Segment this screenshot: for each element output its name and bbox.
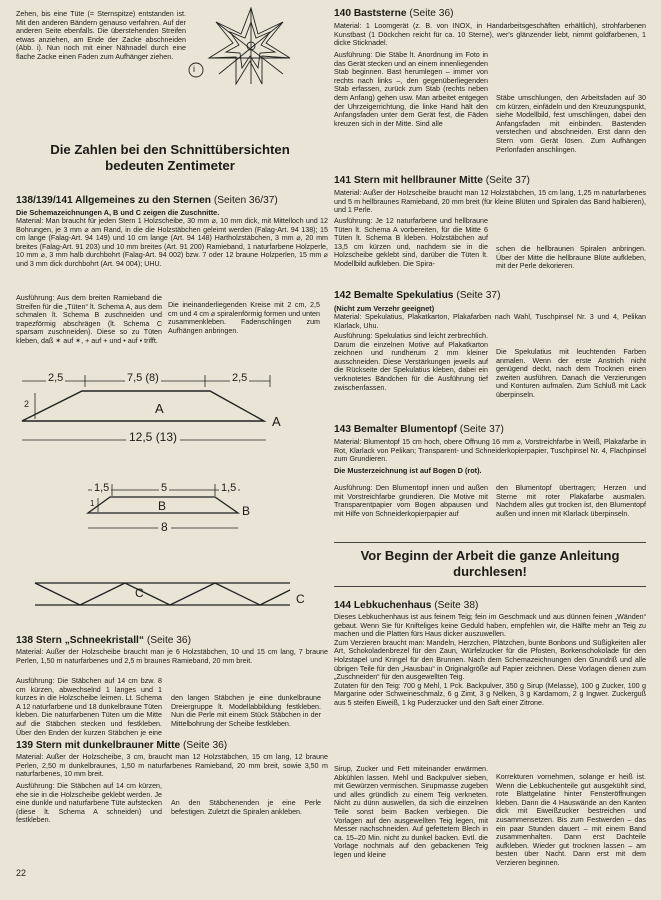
- schema-b-left-dim: 1,5: [94, 482, 110, 494]
- section-142-title: 142 Bemalte Spekulatius (Seite 37): [334, 290, 501, 301]
- section-140-title: 140 Baststerne (Seite 36): [334, 8, 454, 19]
- big-title: Die Zahlen bei den Schnittübersichten bedeuten Zentimeter: [50, 142, 290, 173]
- section-144-col1: Sirup, Zucker und Fett miteinander erwärmen. Abkühlen lassen. Mehl und Backpulver sieben, mit Gewürzen vermischen. Sirupmasse zugeben und alles gründlich zu einem Teig verkneten. Nicht zu dünn auswellen, da sich die einzelnen Teile sonst beim Backen verbiegen. Die Vorlagen auf den ausgewellten Teig legen, mit Messer nachschneiden. Auf gefettetem Blech in ca. 15–20 Min. nicht zu dunkel backen. Evtl. die Vorlage nochmals auf den gebackenen Teig legen und kleine: [334, 765, 488, 859]
- page-number: 22: [16, 868, 27, 878]
- star-figure-icon: [189, 8, 290, 84]
- schema-a-middle-dim: 7,5 (8): [127, 372, 159, 384]
- section-141-material: Material: Außer der Holzscheibe braucht man 12 Holzstäbchen, 15 cm lang, 1,25 m naturfarbenes und 5 m hellbraunes Ramieband, 20 mm breit (für kleine Blüten und Spiralen das Band halbieren), und 1 Perle.: [334, 189, 646, 215]
- section-138-col1: Ausführung: Die Stäbchen auf 14 cm bzw. 8 cm kürzen, abwechselnd 1 langes und 1 kurzes in die Holzscheibe leimen. Lt. Schema A 12 naturfarbene und 18 dunkelbraune Tüten kleben. Die naturfarbenen Tüten um die Mitte auf die Stäbchen stecken und festkleben. Über den Enden der kurzen Stäbchen je eine: [16, 677, 162, 737]
- section-138-col2: den langen Stäbchen je eine dunkelbraune Dreiergruppe lt. Modellabbildung festkleben. Nun die Perle mit einem Stück Stäbchen in der Mittelbohrung der Scheibe festkleben.: [171, 694, 321, 728]
- section-142-material: Material: Spekulatius, Plakatkarton, Plakafarben nach Wahl, Tuschpinsel Nr. 3 und 4, Pelikan Klarlack, Uhu.: [334, 313, 646, 330]
- section-140-col1: Ausführung: Die Stäbe lt. Anordnung im Foto in das Gerät stecken und an einem innenliegenden Stab beginnen. Bast herumlegen – immer von rechts nach links –, den gegenüberliegenden Stab erfassen, zurück zum Stab (rechts neben dem Anfang) gehen usw. Man arbeitet entgegen der Uhrzeigerrichtung, die linke Hand hält den Anfangsfaden unter dem Gerät fest, die Fäden kreuzen sich in der Mitte. Sind alle: [334, 51, 488, 128]
- section-141-col1: Ausführung: Je 12 naturfarbene und hellbraune Tüten lt. Schema A vorbereiten, für die Mitte 6 Tüten lt. Schema B kleben. Holzstäbchen auf 13,5 cm kürzen und, nachdem sie in die Holzscheibe geklebt sind, darüber die Tüten lt. Modellbild aufkleben. Die Spira-: [334, 217, 488, 268]
- schema-c-outer-label: C: [296, 592, 305, 606]
- section-138-141-title: 138/139/141 Allgemeines zu den Sternen (Seiten 36/37): [16, 195, 278, 206]
- section-138-material: Material: Außer der Holzscheibe braucht man je 6 Holzstäbchen, 10 und 15 cm lang, 7 braune Perlen, 1,50 m naturfarbenes und 2,5 m braunes Ramieband, 20 mm breit.: [16, 648, 328, 665]
- section-144-title: 144 Lebkuchenhaus (Seite 38): [334, 600, 479, 611]
- schema-a-outer-label: A: [272, 414, 281, 429]
- intro-text: Zehen, bis eine Tüte (= Sternspitze) entstanden ist. Mit den anderen Bändern genauso verfahren. Auf der anderen Seite ebenfalls. Die überstehenden Streifen etwas anziehen, am Ende der Zacke abschneiden (Abb. i). Nun noch mit einer Nähnadel durch eine flache Zacke einen Faden zum Aufhänger ziehen.: [16, 10, 186, 61]
- section-144-body: Dieses Lebkuchenhaus ist aus feinem Teig; fein im Geschmack und aus dünnen feinen „Wänden“ gebaut. Wenn Sie für Knifteliges keine Geduld haben, empfehlen wir, die Hälfte mehr an Teig zu machen und die Platten fürs Haus dicker auszuwellen. Zum Verzieren braucht man: Mandeln, Herzchen, Plätzchen, bunte Bonbons und Süßigkeiten aller Art, Schokoladenbrezel für den Zaun, Würfelzucker für die Pfosten, Borkenschokolade für den Holzstapel und Kringel für den Brunnen. Nach dem Schemazeichnungen den Grundriß und alle übrigen Teile für den „Hausbau“ in Originalgröße auf Papier zeichnen. Diese Vorlagen dienen zum „Zuschneiden“ für den ausgewellten Teig. Zutaten für den Teig: 700 g Mehl, 1 Pck. Backpulver, 350 g Sirup (Melasse), 100 g Zucker, 100 g Margarine oder Schweineschmalz, 6 g Zimt, 3 g Nelken, 3 g Kardamom, 2 g Ingwer. Zuckerguß aus 5 steifen Eiweiß, 1 kg Puderzucker und den Saft einer Zitrone.: [334, 613, 646, 707]
- section-138-141-material: Material: Man braucht für jeden Stern 1 Holzscheibe, 30 mm ⌀, 10 mm dick, mit Mittelloch und 12 Bohrungen, je 3 mm ⌀ am Rand, in die die Holzstäbchen geleimt werden (Falag-Art. 94 138); 15 cm lange (Falag-Art. 94 149) und 10 cm lange (Art. 94 148) Hartholzstäbchen, 3 mm ⌀, 20 mm breites (Falag-Art. 91 203) und 10 mm breites (Art. 91 200) Ramieband, 1 naturfarbene Holzperle, 10 mm ⌀, 3 mm halb durchbohrt (Falag-Art. 94 002) bzw. 7 oder 12 braune Holzperlen, 15 mm ⌀ und 3 mm dick durchbohrt (Art. 94 004); UHU.: [16, 217, 328, 268]
- read-first-notice: Vor Beginn der Arbeit die ganze Anleitung durchlesen!: [360, 548, 620, 579]
- section-142-col2: Die Spekulatius mit leuchtenden Farben anmalen. Wenn der erste Anstrich nicht genügend deckt, nach dem Trocknen einen zweiten ausführen. Danach die Verzierungen und Konturen aufmalen. Zum Schluß mit Lack überpinseln.: [496, 348, 646, 399]
- schema-a-bottom-dim: 12,5 (13): [126, 430, 180, 444]
- section-143-col2: den Blumentopf übertragen; Herzen und Sterne mit roter Plakafarbe ausmalen. Nachdem alles gut trocken ist, den Blumentopf außen und innen mit Klarlack überpinseln.: [496, 484, 646, 518]
- schema-b-side-dim: 1: [90, 499, 95, 508]
- schema-a-left-dim: 2,5: [48, 372, 64, 384]
- section-138-141-sub: Die Schemazeichnungen A, B und C zeigen die Zuschnitte.: [16, 208, 220, 217]
- schema-a-right-dim: 2,5: [232, 372, 248, 384]
- section-141-col2: schen die hellbraunen Spiralen anbringen. Über der Mitte die hellbraune Blüte aufkleben, mit der Perle dekorieren.: [496, 245, 646, 271]
- section-139-col2: An den Stäbchenenden je eine Perle befestigen. Zuletzt die Spiralen ankleben.: [171, 799, 321, 816]
- notice-top-rule: [334, 542, 646, 543]
- schema-b-right-dim: 1,5: [221, 482, 237, 494]
- schema-b-inner-label: B: [158, 499, 167, 513]
- section-143-col1: Ausführung: Den Blumentopf innen und außen mit Vorstreichfarbe grundieren. Die Motive mit Transparentpapier vom Bogen abpausen und mit Hilfe von Schneiderkopierpapier auf: [334, 484, 488, 518]
- section-142-sub: (Nicht zum Verzehr geeignet): [334, 304, 435, 313]
- schema-a-side-dim: 2: [24, 399, 30, 409]
- section-143-sub: Die Musterzeichnung ist auf Bogen D (rot).: [334, 466, 482, 475]
- schema-b-bottom-dim: 8: [158, 520, 171, 534]
- section-139-material: Material: Außer der Holzscheibe, 3 cm, braucht man 12 Holzstäbchen, 15 cm lang, 12 braune Perlen, 2,50 m dunkelbraunes, 1,50 m naturfarbenes Ramieband, 20 mm breit, sowie 3,50 m naturfarbenes, 10 mm breit.: [16, 753, 328, 779]
- section-139-col1: Ausführung: Die Stäbchen auf 14 cm kürzen, ehe sie in die Holzscheibe geklebt werden. Je eine dunkle und naturfarbene Tüte aufstecken (diese lt. Schema A schneiden) und festkleben.: [16, 782, 162, 825]
- section-142-col1: Ausführung: Spekulatius sind leicht zerbrechlich. Darum die einzelnen Motive auf Plakatkarton zeichnen und rundherum 2 mm kleiner ausschneiden. Diese Verstärkungen jeweils auf die Rückseite der Spekulatius kleben, dabei ein verknotetes Bändchen für die Ausführung tief zwischenfassen.: [334, 332, 488, 392]
- section-140-col2: Stäbe umschlungen, den Arbeitsfaden auf 30 cm kürzen, einfädeln und den Kreuzungspunkt, siehe Modellbild, fest umschlingen, dabei den Anfangsfaden mit einbinden. Bastenden verstechen und abschneiden. Erst dann den Stern vom Gerät lösen. Zum Aufhängen Perlonfaden anschlingen.: [496, 94, 646, 154]
- schema-b-outer-label: B: [242, 504, 251, 518]
- section-143-material: Material: Blumentopf 15 cm hoch, obere Öffnung 16 mm ⌀, Vorstreichfarbe in Weiß, Plakafarbe in Rot, Klarlack von Pelikan; Transparent- und Schneiderkopierpapier, Tuschpinsel Nr. 4, Flachpinsel zum Grundieren.: [334, 438, 646, 464]
- section-138-141-col1: Ausführung: Aus dem breiten Ramieband die Streifen für die „Tüten“ lt. Schema A, aus dem schmalen lt. Schema B zuschneiden und trapezförmig abschrägen (lt. Schema C sparsam zuschneiden). Diese so zu Tüten kleben, daß ✶ auf ✶, + auf + und • auf • trifft.: [16, 294, 162, 345]
- section-143-title: 143 Bemalter Blumentopf (Seite 37): [334, 424, 504, 435]
- schema-c-diagram: [35, 583, 290, 605]
- section-144-col2: Korrekturen vornehmen, solange er heiß ist. Wenn die Lebkuchenteile gut ausgekühlt sind, rote Blattgelatine hinter Fensteröffnungen kleben. Dann die 4 Hauswände an den Kanten dick mit Eiweißzucker bestreichen und zusammensetzen. Bis zum Festwerden – das ein paar Stunden dauert – mit einem Band zusammenhalten. Dann erst Dachteile aufkleben. Wieder gut trocknen lassen – am besten über Nacht. Dann erst mit dem Verzieren beginnen.: [496, 773, 646, 867]
- section-140-material: Material: 1 Loomgerät (z. B. von INOX, in Handarbeitsgeschäften erhältlich), strohfarbenen Kunstbast (1 Döckchen reicht für ca. 10 Sterne), wer's glänzender liebt, nimmt goldfarbenen, 1 dicke Sticknadel.: [334, 22, 646, 48]
- section-139-title: 139 Stern mit dunkelbrauner Mitte (Seite 36): [16, 740, 228, 751]
- section-138-title: 138 Stern „Schneekristall“ (Seite 36): [16, 635, 191, 646]
- schema-a-inner-label: A: [155, 401, 164, 416]
- schema-c-inner-label: C: [135, 586, 144, 600]
- schema-b-middle-dim: 5: [161, 482, 168, 494]
- figure-label: i: [193, 64, 195, 74]
- section-138-141-col2: Die ineinanderliegenden Kreise mit 2 cm, 2,5 cm und 4 cm ⌀ spiralenförmig formen und unten zusammenkleben. Fadenschlingen zum Aufhängen anbringen.: [168, 301, 320, 335]
- section-141-title: 141 Stern mit hellbrauner Mitte (Seite 37): [334, 175, 530, 186]
- notice-bottom-rule: [334, 586, 646, 587]
